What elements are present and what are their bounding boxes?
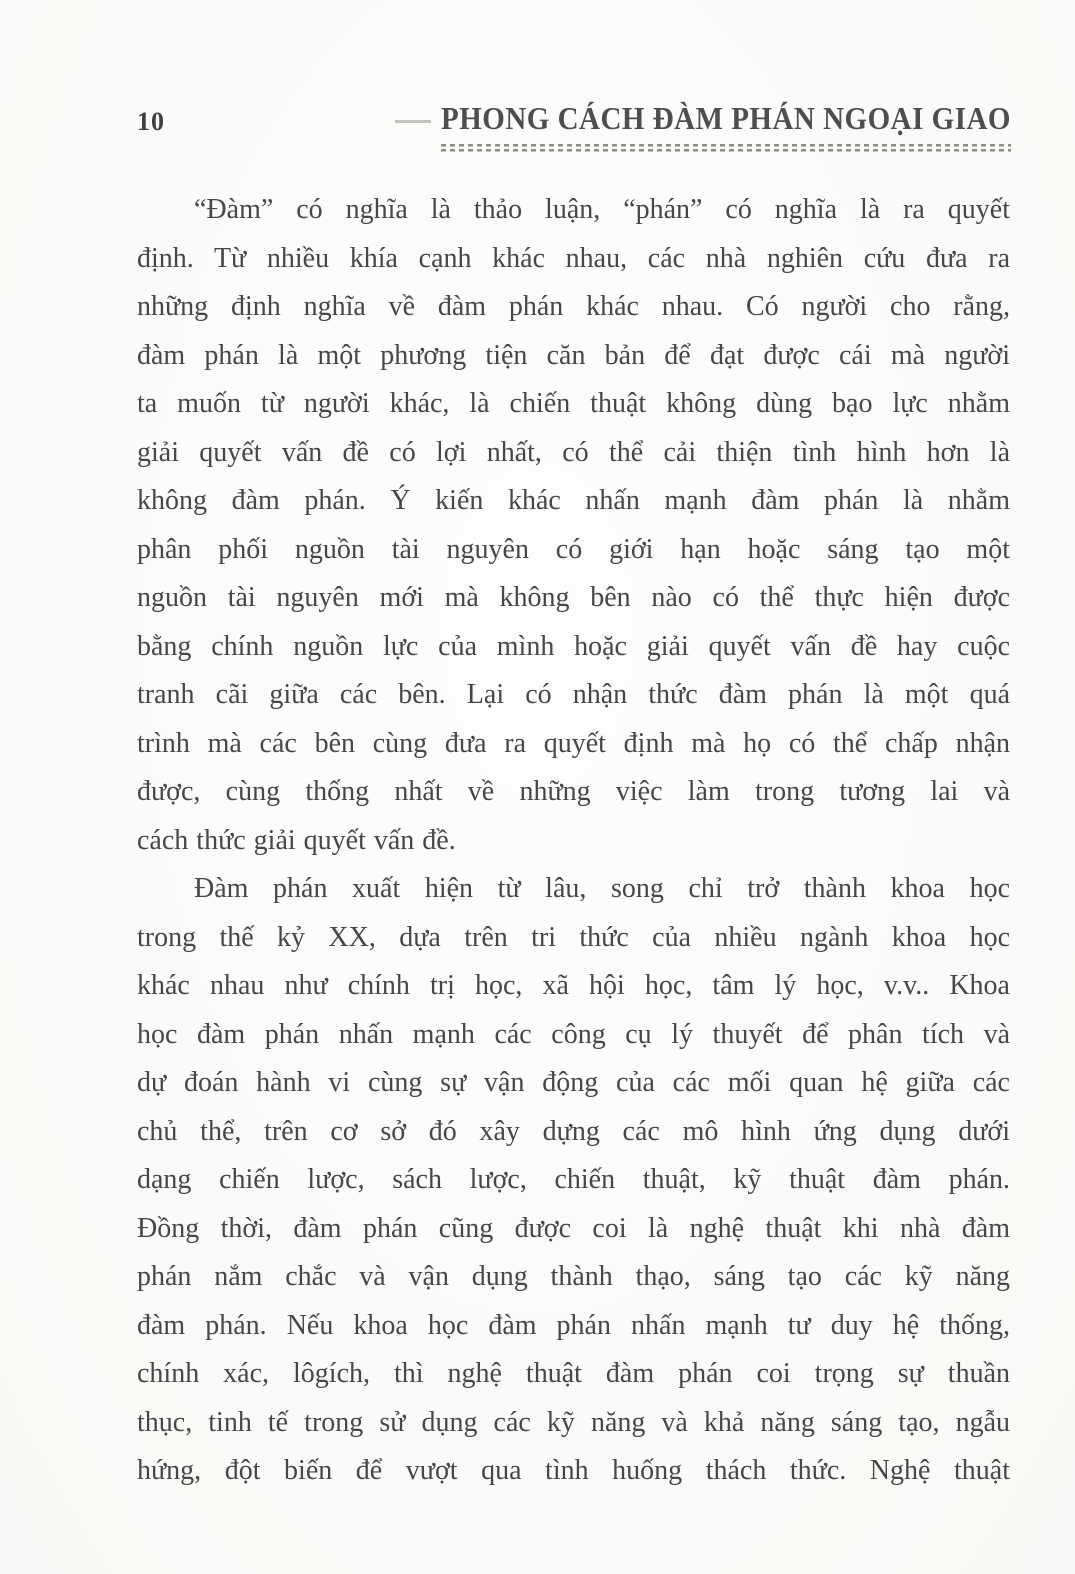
text-line: chính xác, lôgích, thì nghệ thuật đàm phán coi trọng sự thuần bbox=[137, 1358, 1010, 1389]
running-head bbox=[441, 103, 1011, 152]
text-line: giải quyết vấn đề có lợi nhất, có thể cải thiện tình hình hơn là bbox=[137, 436, 1010, 468]
page-number: 10 bbox=[137, 107, 165, 136]
header-dash-decoration bbox=[395, 120, 431, 123]
text-line: tranh cãi giữa các bên. Lại có nhận thức đàm phán là một quá bbox=[137, 679, 1010, 710]
text-line: bằng chính nguồn lực của mình hoặc giải quyết vấn đề hay cuộc bbox=[137, 630, 1010, 662]
text-line: nguồn tài nguyên mới mà không bên nào có thể thực hiện được bbox=[137, 582, 1010, 613]
text-line: phán nắm chắc và vận dụng thành thạo, sáng tạo các kỹ năng bbox=[137, 1261, 1010, 1292]
text-line: “Đàm” có nghĩa là thảo luận, “phán” có nghĩa là ra quyết bbox=[194, 194, 1010, 225]
header-rule-decoration bbox=[441, 144, 1011, 152]
paragraph bbox=[137, 186, 1010, 865]
text-line: Đàm phán xuất hiện từ lâu, song chỉ trở thành khoa học bbox=[194, 873, 1010, 904]
chapter-title: PHONG CÁCH ĐÀM PHÁN NGOẠI GIAO bbox=[440, 101, 1011, 137]
text-line: không đàm phán. Ý kiến khác nhấn mạnh đàm phán là nhằm bbox=[137, 485, 1010, 516]
page-body bbox=[137, 186, 1010, 1496]
text-line: ta muốn từ người khác, là chiến thuật không dùng bạo lực nhằm bbox=[137, 388, 1010, 419]
text-line: được, cùng thống nhất về những việc làm trong tương lai và bbox=[137, 776, 1010, 807]
text-line: dự đoán hành vi cùng sự vận động của các mối quan hệ giữa các bbox=[137, 1067, 1010, 1098]
text-line: chủ thể, trên cơ sở đó xây dựng các mô hình ứng dụng dưới bbox=[137, 1115, 1010, 1147]
text-line: những định nghĩa về đàm phán khác nhau. Có người cho rằng, bbox=[137, 291, 1010, 322]
text-line: dạng chiến lược, sách lược, chiến thuật, kỹ thuật đàm phán. bbox=[137, 1164, 1010, 1195]
text-line: đàm phán. Nếu khoa học đàm phán nhấn mạnh tư duy hệ thống, bbox=[137, 1309, 1010, 1341]
text-line: đàm phán là một phương tiện căn bản để đạt được cái mà người bbox=[137, 339, 1010, 371]
text-line: phân phối nguồn tài nguyên có giới hạn hoặc sáng tạo một bbox=[137, 533, 1010, 565]
text-line: học đàm phán nhấn mạnh các công cụ lý thuyết để phân tích và bbox=[137, 1018, 1010, 1050]
page-header bbox=[137, 103, 1011, 152]
text-line: hứng, đột biến để vượt qua tình huống thách thức. Nghệ thuật bbox=[137, 1455, 1010, 1486]
text-line: trình mà các bên cùng đưa ra quyết định mà họ có thể chấp nhận bbox=[137, 727, 1010, 759]
text-line: thục, tinh tế trong sử dụng các kỹ năng và khả năng sáng tạo, ngẫu bbox=[137, 1406, 1010, 1438]
text-line: cách thức giải quyết vấn đề. bbox=[137, 824, 456, 856]
text-line: định. Từ nhiều khía cạnh khác nhau, các nhà nghiên cứu đưa ra bbox=[137, 242, 1010, 274]
paragraph bbox=[137, 865, 1010, 1496]
text-line: khác nhau như chính trị học, xã hội học, tâm lý học, v.v.. Khoa bbox=[137, 970, 1010, 1001]
text-line: trong thế kỷ XX, dựa trên tri thức của nhiều ngành khoa học bbox=[137, 921, 1010, 953]
text-line: Đồng thời, đàm phán cũng được coi là nghệ thuật khi nhà đàm bbox=[137, 1212, 1010, 1244]
